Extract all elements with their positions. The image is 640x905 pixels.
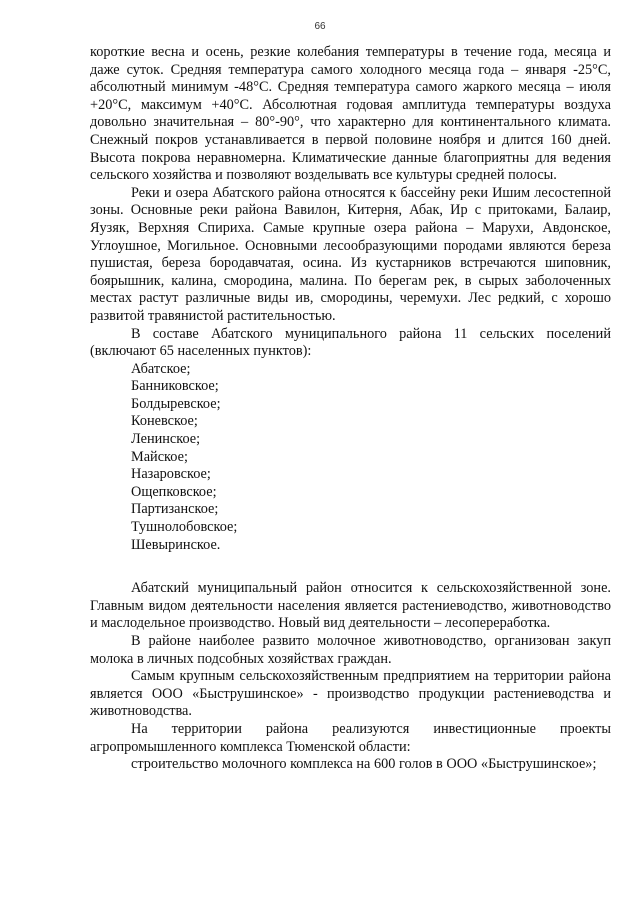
blank-spacer: [90, 554, 611, 580]
list-item: Ощепковское;: [131, 483, 217, 500]
page-number: 66: [314, 21, 326, 32]
list-item: Шевыринское.: [131, 536, 221, 553]
paragraph-climate: короткие весна и осень, резкие колебания температуры в течение года, месяца и даже суток. Средняя температура самого холодного месяца года – января -25°С, абсолютный минимум -48°С. Средняя температура самого жаркого месяца – июля +20°С, максимум +40°С. Абсолютная годовая амплитуда температуры воздуха довольно значительная – 80°-90°, что характерно для континентального климата. Снежный покров устанавливается в первой половине ноября и длится 160 дней. Высота покрова неравномерна. Климатические данные благоприятны для ведения сельского хозяйства и позволяют возделывать все культуры средней полосы.: [90, 44, 611, 184]
list-item: Абатское;: [131, 360, 191, 377]
paragraph-agri-zone: Абатский муниципальный район относится к сельскохозяйственной зоне. Главным видом деятельности населения является растениеводство, животноводство и маслодельное производство. Новый вид деятельности – лесопереработка.: [90, 580, 611, 632]
paragraph-dairy: В районе наиболее развито молочное животноводство, организован закуп молока в личных подсобных хозяйствах граждан.: [90, 633, 611, 667]
list-item: Болдыревское;: [131, 395, 221, 412]
list-item: Майское;: [131, 448, 188, 465]
paragraph-construction: строительство молочного комплекса на 600 голов в ООО «Быструшинское»;: [131, 756, 597, 773]
list-item: Банниковское;: [131, 378, 219, 395]
paragraph-projects: На территории района реализуются инвестиционные проекты агропромышленного комплекса Тюменской области:: [90, 720, 611, 755]
paragraph-rivers: Реки и озера Абатского района относятся к бассейну реки Ишим лесостепной зоны. Основные реки района Вавилон, Китерня, Абак, Ир с притоками, Балаир, Яузяк, Верхняя Спириха. Самые крупные озера района – Марухи, Авдонское, Углоушное, Могильное. Основными лесообразующими породами являются береза пушистая, береза бородавчатая, осина. Из кустарников встречаются шиповник, боярышник, калина, смородина, малина. По берегам рек, в сырых заболоченных местах растут различные виды ив, смородины, черемухи. Лес редкий, с хорошо развитой травянистой растительностью.: [90, 184, 611, 324]
paragraph-enterprise: Самым крупным сельскохозяйственным предприятием на территории района является ООО «Быструшинское» - производство продукции растениеводства и животноводства.: [90, 668, 611, 720]
list-item: Коневское;: [131, 413, 198, 430]
document-body: [90, 44, 611, 774]
list-item: Партизанское;: [131, 501, 219, 518]
list-item: Тушнолобовское;: [131, 519, 238, 536]
paragraph-settlements: В составе Абатского муниципального района 11 сельских поселений (включают 65 населенных пунктов):: [90, 325, 611, 360]
list-item: Назаровское;: [131, 466, 211, 483]
settlement-list: [90, 361, 611, 555]
list-item: Ленинское;: [131, 431, 201, 448]
